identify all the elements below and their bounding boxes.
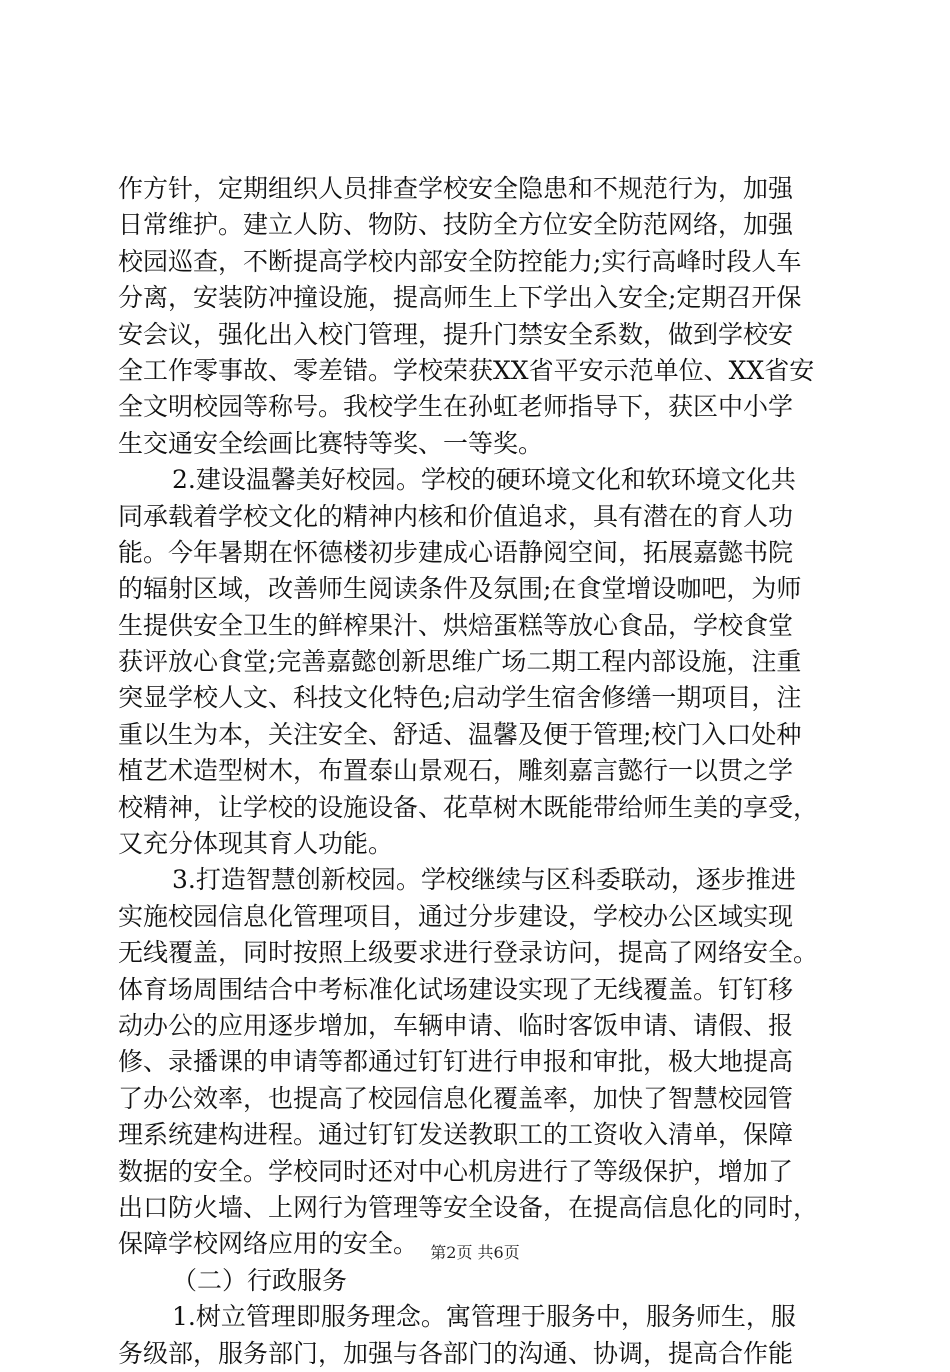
text-line: 3.打造智慧创新校园。学校继续与区科委联动，逐步推进 bbox=[172, 865, 796, 895]
text-line: 安会议，强化出入校门管理，提升门禁安全系数，做到学校安 bbox=[118, 319, 794, 349]
text-line: （二）行政服务 bbox=[172, 1265, 348, 1295]
section-heading bbox=[118, 1263, 838, 1299]
text-line: 日常维护。建立人防、物防、技防全方位安全防范网络，加强 bbox=[118, 210, 794, 240]
text-line: 校精神，让学校的设施设备、花草树木既能带给师生美的享受， bbox=[118, 792, 819, 822]
text-line: 保障学校网络应用的安全。 bbox=[118, 1229, 419, 1259]
text-line: 1.树立管理即服务理念。寓管理于服务中，服务师生，服 bbox=[172, 1302, 796, 1332]
text-line: 作方针，定期组织人员排查学校安全隐患和不规范行为，加强 bbox=[118, 174, 794, 203]
text-line: 生交通安全绘画比赛特等奖、一等奖。 bbox=[118, 428, 544, 458]
text-line: 重以生为本，关注安全、舒适、温馨及便于管理;校门入口处种 bbox=[118, 719, 802, 749]
page-number-label: 第2页 共6页 bbox=[430, 1243, 520, 1262]
text-line: 出口防火墙、上网行为管理等安全设备，在提高信息化的同时， bbox=[118, 1192, 819, 1222]
page-footer bbox=[0, 1240, 950, 1263]
text-line: 突显学校人文、科技文化特色;启动学生宿舍修缮一期项目，注 bbox=[118, 683, 802, 713]
text-line: 理系统建构进程。通过钉钉发送教职工的工资收入清单，保障 bbox=[118, 1120, 794, 1150]
text-line: 无线覆盖，同时按照上级要求进行登录访问，提高了网络安全。 bbox=[118, 938, 819, 968]
text-line: 分离，安装防冲撞设施，提高师生上下学出入安全;定期召开保 bbox=[118, 283, 802, 313]
paragraph bbox=[118, 462, 838, 862]
text-line: 校园巡查，不断提高学校内部安全防控能力;实行高峰时段人车 bbox=[118, 246, 802, 276]
paragraph bbox=[118, 1299, 838, 1372]
text-line: 2.建设温馨美好校园。学校的硬环境文化和软环境文化共 bbox=[172, 465, 796, 495]
text-line: 务级部，服务部门，加强与各部门的沟通、协调，提高合作能 bbox=[118, 1338, 794, 1368]
text-line: 动办公的应用逐步增加，车辆申请、临时客饭申请、请假、报 bbox=[118, 1010, 794, 1040]
text-line: 全文明校园等称号。我校学生在孙虹老师指导下，获区中小学 bbox=[118, 392, 794, 422]
text-line: 又充分体现其育人功能。 bbox=[118, 829, 394, 859]
text-line: 实施校园信息化管理项目，通过分步建设，学校办公区域实现 bbox=[118, 901, 794, 931]
text-line: 生提供安全卫生的鲜榨果汁、烘焙蛋糕等放心食品，学校食堂 bbox=[118, 610, 794, 640]
text-line: 修、录播课的申请等都通过钉钉进行申报和审批，极大地提高 bbox=[118, 1047, 794, 1077]
text-line: 植艺术造型树木，布置泰山景观石，雕刻嘉言懿行一以贯之学 bbox=[118, 756, 794, 786]
text-line: 同承载着学校文化的精神内核和价值追求，具有潜在的育人功 bbox=[118, 501, 794, 531]
text-line: 体育场周围结合中考标准化试场建设实现了无线覆盖。钉钉移 bbox=[118, 974, 794, 1004]
text-line: 能。今年暑期在怀德楼初步建成心语静阅空间，拓展嘉懿书院 bbox=[118, 537, 794, 567]
document-body bbox=[118, 171, 838, 1372]
text-line: 的辐射区域，改善师生阅读条件及氛围;在食堂增设咖吧，为师 bbox=[118, 574, 802, 604]
paragraph bbox=[118, 171, 838, 462]
paragraph bbox=[118, 862, 838, 1262]
text-line: 数据的安全。学校同时还对中心机房进行了等级保护，增加了 bbox=[118, 1156, 794, 1186]
text-line: 了办公效率，也提高了校园信息化覆盖率，加快了智慧校园管 bbox=[118, 1083, 794, 1113]
text-line: 全工作零事故、零差错。学校荣获XX省平安示范单位、XX省安 bbox=[118, 355, 815, 385]
text-line: 获评放心食堂;完善嘉懿创新思维广场二期工程内部设施，注重 bbox=[118, 647, 802, 677]
